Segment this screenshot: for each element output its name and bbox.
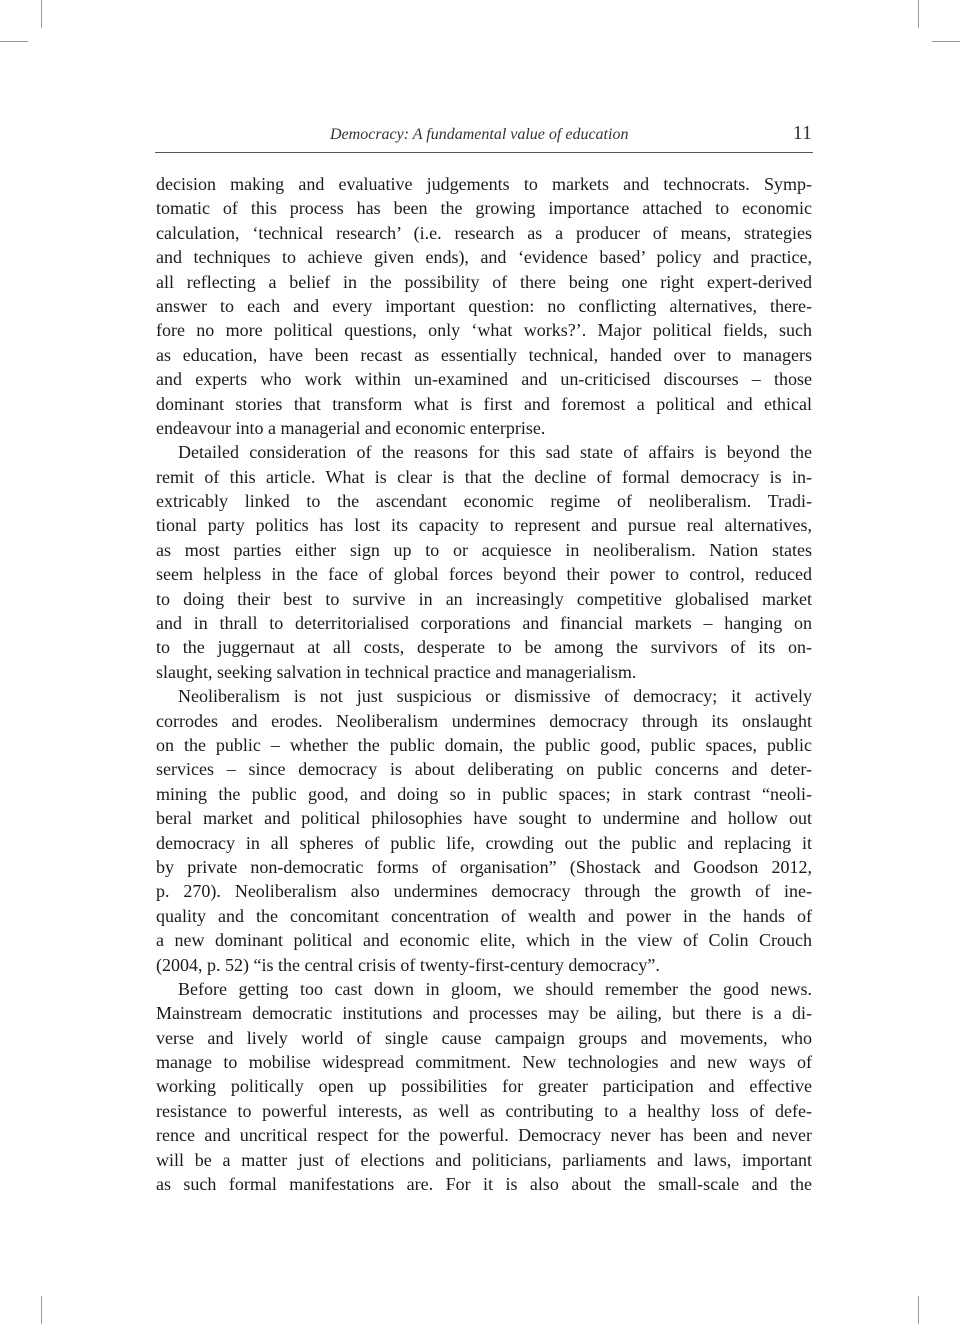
text-line: p. 270). Neoliberalism also undermines democracy through the growth of ine- (156, 881, 812, 902)
crop-mark-top-right-horizontal (932, 41, 960, 42)
text-line: seem helpless in the face of global forces beyond their power to control, reduced (156, 564, 812, 585)
text-line: and experts who work within un-examined and un-criticised discourses – those (156, 369, 812, 390)
text-line: decision making and evaluative judgements to markets and technocrats. Symp- (156, 174, 812, 194)
text-line: and in thrall to deterritorialised corporations and financial markets – hanging on (156, 613, 812, 634)
crop-mark-bottom-right-vertical (918, 1296, 919, 1324)
text-line: will be a matter just of elections and politicians, parliaments and laws, important (156, 1149, 812, 1170)
text-line: by private non-democratic forms of organisation” (Shostack and Goodson 2012, (156, 856, 812, 877)
crop-mark-top-right-vertical (918, 0, 919, 28)
text-line: manage to mobilise widespread commitment. New technologies and new ways of (156, 1052, 812, 1073)
text-line: slaught, seeking salvation in technical practice and managerialism. (156, 661, 637, 682)
text-line: extricably linked to the ascendant economic regime of neoliberalism. Tradi- (156, 491, 812, 512)
text-line: to doing their best to survive in an increasingly competitive globalised market (156, 588, 812, 609)
text-line: Neoliberalism is not just suspicious or dismissive of democracy; it actively (178, 686, 812, 707)
text-line: Before getting too cast down in gloom, we should remember the good news. (178, 978, 812, 999)
text-line: verse and lively world of single cause campaign groups and movements, who (156, 1027, 812, 1048)
header-rule (155, 152, 813, 153)
text-line: mining the public good, and doing so in public spaces; in stark contrast “neoli- (156, 783, 812, 804)
text-line: endeavour into a managerial and economic enterprise. (156, 417, 546, 438)
text-line: working politically open up possibilities for greater participation and effective (156, 1076, 812, 1097)
text-line: calculation, ‘technical research’ (i.e. research as a producer of means, strategies (156, 222, 812, 243)
text-line: Mainstream democratic institutions and processes may be ailing, but there is a di- (156, 1003, 812, 1024)
text-line: a new dominant political and economic elite, which in the view of Colin Crouch (156, 930, 812, 951)
crop-mark-top-left-vertical (41, 0, 42, 28)
text-line: all reflecting a belief in the possibility of there being one right expert-derived (156, 271, 812, 292)
text-line: Detailed consideration of the reasons for this sad state of affairs is beyond the (178, 442, 812, 463)
text-line: as such formal manifestations are. For it is also about the small-scale and the (156, 1174, 812, 1195)
text-line: services – since democracy is about deliberating on public concerns and deter- (156, 759, 812, 780)
crop-mark-bottom-left-vertical (41, 1296, 42, 1324)
text-line: to the juggernaut at all costs, desperate to be among the survivors of its on- (156, 637, 812, 658)
body-text (156, 172, 812, 1196)
text-line: dominant stories that transform what is first and foremost a political and ethical (156, 393, 812, 414)
text-line: answer to each and every important question: no conflicting alternatives, there- (156, 295, 812, 316)
page-number: 11 (792, 122, 812, 144)
text-line: democracy in all spheres of public life, crowding out the public and replacing it (156, 832, 812, 853)
text-line: tomatic of this process has been the growing importance attached to economic (156, 198, 812, 219)
text-line: resistance to powerful interests, as well as contributing to a healthy loss of defe- (156, 1100, 812, 1121)
text-line: rence and uncritical respect for the powerful. Democracy never has been and never (156, 1125, 812, 1146)
text-line: and techniques to achieve given ends), and ‘evidence based’ policy and practice, (156, 247, 812, 268)
running-header-title: Democracy: A fundamental value of education (330, 126, 629, 143)
text-line: remit of this article. What is clear is that the decline of formal democracy is in- (156, 466, 812, 487)
text-line: on the public – whether the public domain, the public good, public spaces, public (156, 734, 812, 755)
text-line: corrodes and erodes. Neoliberalism undermines democracy through its onslaught (156, 710, 812, 731)
text-line: as most parties either sign up to or acquiesce in neoliberalism. Nation states (156, 539, 812, 560)
text-line: quality and the concomitant concentration of wealth and power in the hands of (156, 905, 812, 926)
text-line: (2004, p. 52) “is the central crisis of twenty-first-century democracy”. (156, 954, 660, 975)
text-line: as education, have been recast as essentially technical, handed over to managers (156, 344, 812, 365)
crop-mark-top-left-horizontal (0, 41, 28, 42)
text-line: fore no more political questions, only ‘what works?’. Major political fields, such (156, 320, 812, 341)
text-line: tional party politics has lost its capacity to represent and pursue real alternatives, (156, 515, 812, 536)
text-line: beral market and political philosophies have sought to undermine and hollow out (156, 808, 812, 829)
